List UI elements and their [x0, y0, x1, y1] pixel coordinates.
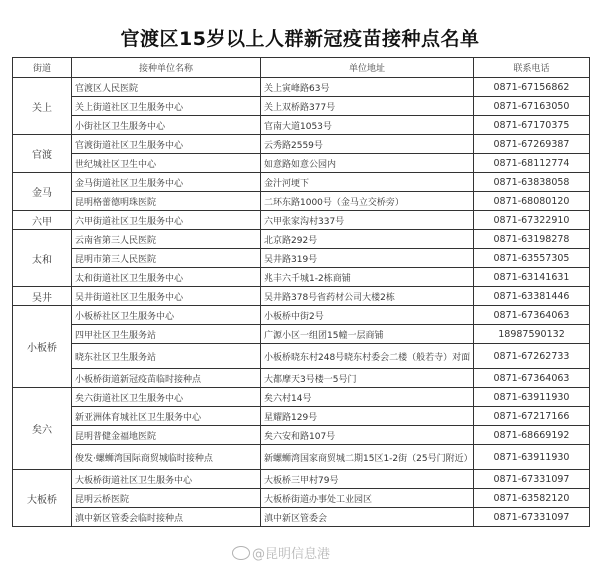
table-row — [13, 369, 590, 388]
table-row — [13, 470, 590, 489]
table-row — [13, 325, 590, 344]
site-address: 小板桥中街2号 — [261, 306, 474, 325]
table-row — [13, 116, 590, 135]
site-phone: 0871-63582120 — [474, 489, 590, 508]
header-address: 单位地址 — [261, 58, 474, 78]
site-name: 昆明格蕾德明珠医院 — [72, 192, 261, 211]
site-phone: 0871-67163050 — [474, 97, 590, 116]
site-phone: 0871-67156862 — [474, 78, 590, 97]
table-row — [13, 135, 590, 154]
site-phone: 0871-67170375 — [474, 116, 590, 135]
table-row — [13, 306, 590, 325]
site-phone: 0871-67331097 — [474, 470, 590, 489]
table-row — [13, 154, 590, 173]
site-phone: 18987590132 — [474, 325, 590, 344]
table-row — [13, 426, 590, 445]
site-name: 小街社区卫生服务中心 — [72, 116, 261, 135]
site-name: 金马街道社区卫生服务中心 — [72, 173, 261, 192]
header-phone: 联系电话 — [474, 58, 590, 78]
site-phone: 0871-63911930 — [474, 445, 590, 470]
site-name: 云南省第三人民医院 — [72, 230, 261, 249]
street-cell: 小板桥 — [13, 306, 72, 388]
site-name: 新亚洲体育城社区卫生服务中心 — [72, 407, 261, 426]
header-street: 街道 — [13, 58, 72, 78]
site-address: 金汁河埂下 — [261, 173, 474, 192]
table-row — [13, 268, 590, 287]
site-address: 吴井路378号省药材公司大楼2栋 — [261, 287, 474, 306]
header-site-name: 接种单位名称 — [72, 58, 261, 78]
table-header-row — [13, 58, 590, 78]
table-row — [13, 407, 590, 426]
site-name: 小板桥社区卫生服务中心 — [72, 306, 261, 325]
page-title: 官渡区15岁以上人群新冠疫苗接种点名单 — [120, 28, 480, 50]
table-row — [13, 508, 590, 527]
site-address: 广源小区一组团15幢一层商铺 — [261, 325, 474, 344]
site-phone: 0871-67322910 — [474, 211, 590, 230]
site-name: 太和街道社区卫生服务中心 — [72, 268, 261, 287]
site-address: 官南大道1053号 — [261, 116, 474, 135]
watermark-text: @昆明信息港 — [252, 547, 331, 562]
site-name: 四甲社区卫生服务站 — [72, 325, 261, 344]
site-phone: 0871-67217166 — [474, 407, 590, 426]
site-address: 矣六安和路107号 — [261, 426, 474, 445]
table-row — [13, 445, 590, 470]
site-name: 大板桥街道社区卫生服务中心 — [72, 470, 261, 489]
table-row — [13, 388, 590, 407]
site-address: 北京路292号 — [261, 230, 474, 249]
site-address: 小板桥晓东村248号晓东村委会二楼（般若寺）对面 — [261, 344, 474, 369]
site-address: 滇中新区管委会 — [261, 508, 474, 527]
site-address: 新螺蛳湾国家商贸城二期15区1-2街（25号门附近） — [261, 445, 474, 470]
site-phone: 0871-63198278 — [474, 230, 590, 249]
table-row — [13, 97, 590, 116]
table-row — [13, 173, 590, 192]
site-name: 小板桥街道新冠疫苗临时接种点 — [72, 369, 261, 388]
table-row — [13, 230, 590, 249]
street-cell: 六甲 — [13, 211, 72, 230]
site-phone: 0871-68112774 — [474, 154, 590, 173]
site-address: 云秀路2559号 — [261, 135, 474, 154]
site-name: 滇中新区管委会临时接种点 — [72, 508, 261, 527]
street-cell: 金马 — [13, 173, 72, 211]
table-row — [13, 211, 590, 230]
table-row — [13, 78, 590, 97]
site-address: 关上寅峰路63号 — [261, 78, 474, 97]
site-phone: 0871-67331097 — [474, 508, 590, 527]
table-row — [13, 344, 590, 369]
site-address: 关上双桥路377号 — [261, 97, 474, 116]
site-address: 如意路如意公园内 — [261, 154, 474, 173]
street-cell: 矣六 — [13, 388, 72, 470]
site-phone: 0871-67262733 — [474, 344, 590, 369]
site-address: 大都摩天3号楼一5号门 — [261, 369, 474, 388]
site-name: 世纪城社区卫生中心 — [72, 154, 261, 173]
site-address: 矣六村14号 — [261, 388, 474, 407]
table-row — [13, 249, 590, 268]
site-name: 矣六街道社区卫生服务中心 — [72, 388, 261, 407]
watermark — [232, 543, 330, 562]
site-name: 官渡街道社区卫生服务中心 — [72, 135, 261, 154]
site-phone: 0871-63838058 — [474, 173, 590, 192]
table-row — [13, 489, 590, 508]
site-address: 二环东路1000号（金马立交桥旁） — [261, 192, 474, 211]
site-phone: 0871-68669192 — [474, 426, 590, 445]
site-phone: 0871-63557305 — [474, 249, 590, 268]
site-phone: 0871-63381446 — [474, 287, 590, 306]
site-name: 官渡区人民医院 — [72, 78, 261, 97]
site-name: 关上街道社区卫生服务中心 — [72, 97, 261, 116]
site-address: 大板桥三甲村79号 — [261, 470, 474, 489]
site-phone: 0871-63141631 — [474, 268, 590, 287]
site-address: 兆丰六千城1-2栋商铺 — [261, 268, 474, 287]
site-name: 吴井街道社区卫生服务中心 — [72, 287, 261, 306]
site-address: 大板桥街道办事处工业园区 — [261, 489, 474, 508]
street-cell: 大板桥 — [13, 470, 72, 527]
street-cell: 官渡 — [13, 135, 72, 173]
street-cell: 吴井 — [13, 287, 72, 306]
site-phone: 0871-68080120 — [474, 192, 590, 211]
site-name: 晓东社区卫生服务站 — [72, 344, 261, 369]
site-phone: 0871-63911930 — [474, 388, 590, 407]
table-row — [13, 192, 590, 211]
site-phone: 0871-67269387 — [474, 135, 590, 154]
site-address: 星耀路129号 — [261, 407, 474, 426]
vaccination-sites-table — [12, 57, 590, 527]
street-cell: 太和 — [13, 230, 72, 287]
street-cell: 关上 — [13, 78, 72, 135]
site-address: 吴井路319号 — [261, 249, 474, 268]
weibo-icon — [232, 546, 250, 560]
site-name: 昆明云桥医院 — [72, 489, 261, 508]
site-name: 昆明市第三人民医院 — [72, 249, 261, 268]
site-name: 俊发·螺蛳湾国际商贸城临时接种点 — [72, 445, 261, 470]
site-name: 六甲街道社区卫生服务中心 — [72, 211, 261, 230]
site-phone: 0871-67364063 — [474, 369, 590, 388]
site-address: 六甲张家沟村337号 — [261, 211, 474, 230]
site-phone: 0871-67364063 — [474, 306, 590, 325]
site-name: 昆明普健金福地医院 — [72, 426, 261, 445]
table-row — [13, 287, 590, 306]
